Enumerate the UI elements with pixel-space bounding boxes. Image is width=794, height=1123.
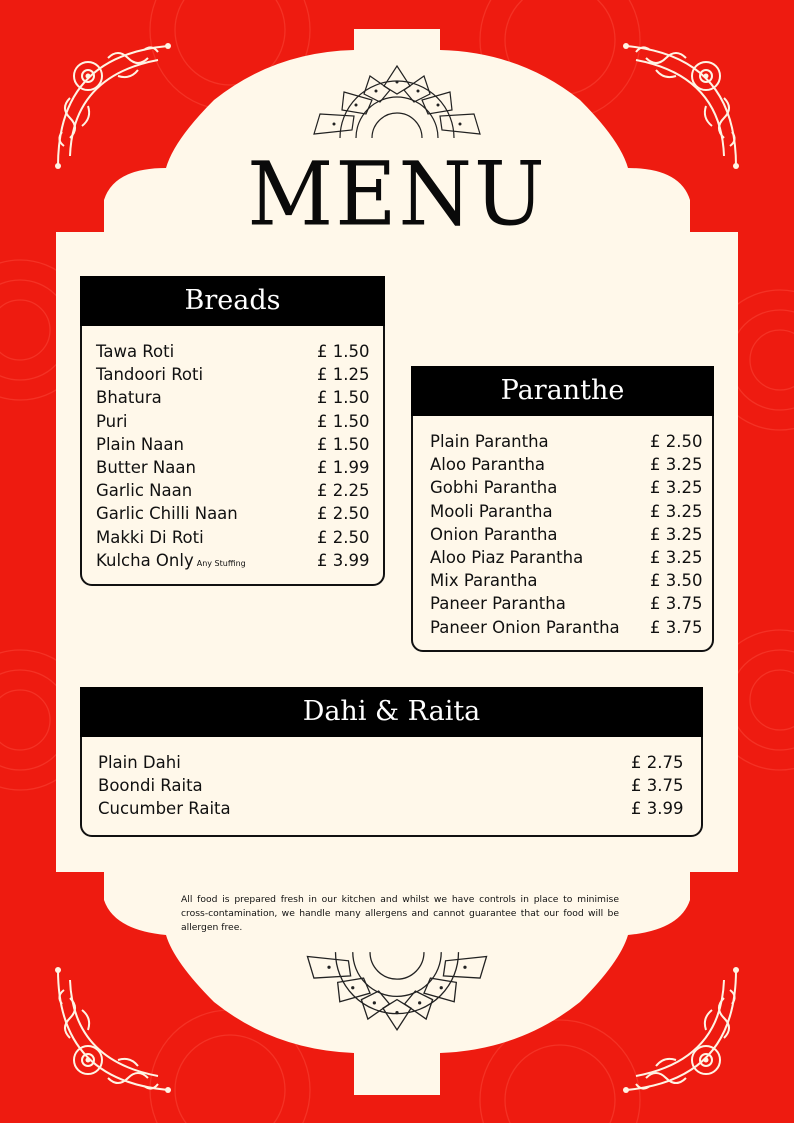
item-name: Aloo Parantha <box>430 455 546 475</box>
list-item <box>96 410 370 433</box>
mandala-icon <box>310 64 484 140</box>
list-item <box>96 340 370 363</box>
menu-title: MENU <box>247 142 547 246</box>
item-name: Plain Parantha <box>430 432 549 451</box>
item-name: Puri <box>96 411 128 431</box>
allergen-disclaimer: All food is prepared fresh in our kitchen and whilst we have controls in place to minimise cross-contamination, we handle many allergens and cannot guarantee that our food will be allergen free. <box>181 894 619 933</box>
item-name: Garlic Naan <box>96 481 193 501</box>
item-name: Tawa Roti <box>96 342 175 361</box>
item-name: Kulcha Only <box>96 550 194 570</box>
item-price: £ 2.75 <box>631 753 684 772</box>
item-price: £ 3.25 <box>650 524 703 544</box>
list-item <box>96 526 370 549</box>
item-price: £ 3.99 <box>317 550 370 570</box>
item-price: £ 1.50 <box>317 434 370 454</box>
item-name: Garlic Chilli Naan <box>96 504 238 524</box>
item-note: Any Stuffing <box>196 558 246 568</box>
breads-heading: Breads <box>80 276 385 326</box>
item-price: £ 1.25 <box>317 365 370 385</box>
item-name: Bhatura <box>96 388 162 408</box>
list-item <box>96 363 370 386</box>
list-item <box>430 546 703 569</box>
item-price: £ 1.50 <box>317 411 370 431</box>
list-item <box>98 774 684 797</box>
item-price: £ 3.75 <box>650 594 703 614</box>
item-name: Onion Parantha <box>430 524 558 544</box>
item-price: £ 3.50 <box>650 571 703 591</box>
list-item <box>430 500 703 523</box>
item-name: Aloo Piaz Parantha <box>430 547 584 567</box>
item-price: £ 3.75 <box>631 776 684 796</box>
item-price: £ 1.99 <box>317 457 370 477</box>
item-price: £ 3.75 <box>650 617 703 637</box>
item-name: Makki Di Roti <box>96 527 204 547</box>
paranthe-section <box>411 366 714 652</box>
list-item <box>96 433 370 456</box>
item-name: Cucumber Raita <box>98 799 231 819</box>
list-item <box>430 592 703 615</box>
item-price: £ 2.50 <box>650 432 703 451</box>
breads-section <box>80 276 385 586</box>
item-price: £ 3.99 <box>631 799 684 819</box>
item-price: £ 2.25 <box>317 481 370 501</box>
mandala-icon <box>302 950 492 1032</box>
item-price: £ 3.25 <box>650 547 703 567</box>
dahi-raita-section <box>80 687 703 837</box>
list-item <box>96 549 370 572</box>
list-item <box>430 569 703 592</box>
list-item <box>96 479 370 502</box>
list-item <box>96 456 370 479</box>
list-item <box>96 502 370 525</box>
list-item <box>430 616 703 639</box>
list-item <box>430 523 703 546</box>
item-name: Plain Naan <box>96 434 184 454</box>
item-name: Tandoori Roti <box>96 365 204 385</box>
item-name: Butter Naan <box>96 457 196 477</box>
item-price: £ 1.50 <box>317 388 370 408</box>
list-item <box>98 797 684 820</box>
item-name-group <box>96 549 246 575</box>
list-item <box>98 751 684 774</box>
item-name: Gobhi Parantha <box>430 478 558 498</box>
list-item <box>96 386 370 409</box>
item-price: £ 3.25 <box>650 501 703 521</box>
item-name: Paneer Onion Parantha <box>430 617 620 637</box>
item-price: £ 3.25 <box>650 478 703 498</box>
breads-list <box>96 340 370 572</box>
dahi-raita-heading: Dahi & Raita <box>80 687 703 737</box>
item-price: £ 2.50 <box>317 504 370 524</box>
list-item <box>430 476 703 499</box>
item-price: £ 1.50 <box>317 342 370 361</box>
item-name: Paneer Parantha <box>430 594 566 614</box>
floral-corner-ornament-icon <box>48 950 198 1100</box>
item-price: £ 3.25 <box>650 455 703 475</box>
list-item <box>430 453 703 476</box>
dahi-raita-list <box>98 751 684 821</box>
item-name: Mooli Parantha <box>430 501 553 521</box>
paranthe-list <box>430 430 703 639</box>
floral-corner-ornament-icon <box>596 950 746 1100</box>
item-name: Mix Parantha <box>430 571 538 591</box>
list-item <box>430 430 703 453</box>
item-name: Plain Dahi <box>98 753 181 772</box>
item-price: £ 2.50 <box>317 527 370 547</box>
item-name: Boondi Raita <box>98 776 203 796</box>
paranthe-heading: Paranthe <box>411 366 714 416</box>
